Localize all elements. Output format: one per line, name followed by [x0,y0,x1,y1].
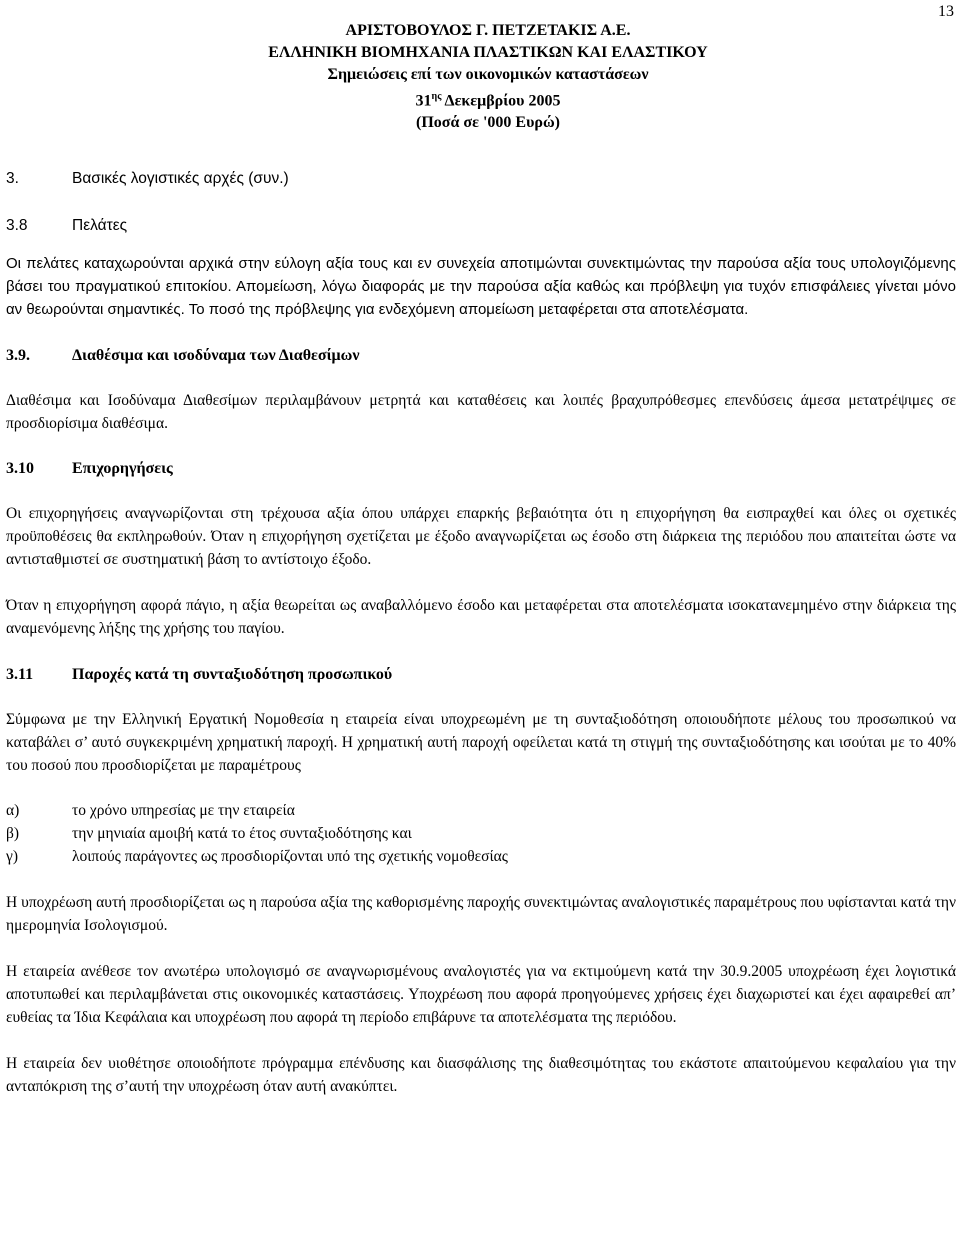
document-header [0,20,960,134]
section-3-8-number: 3.8 [6,217,28,234]
company-name: ΑΡΙΣΤΟΒΟΥΛΟΣ Γ. ΠΕΤΖΕΤΑΚΙΣ Α.Ε. [345,22,631,39]
page-number: 13 [938,3,954,20]
date-month-year: Δεκεμβρίου 2005 [441,92,561,110]
list-item [6,845,956,868]
list-marker: α) [6,802,20,819]
section-3-9-heading [6,344,956,367]
section-3-10-text-1: Οι επιχορηγήσεις αναγνωρίζονται στη τρέχουσα αξία όπου υπάρχει επαρκής βεβαιότητα ότι η επιχορήγηση θα εισπραχθεί και όλες οι σχετικές προϋποθέσεις θα εκπληρωθούν. Όταν η επιχορήγηση σχετίζεται με έξοδο αναγνωρίζεται ως έσοδο στη διάρκεια της περιόδου που απαιτείται ώστε να αντισταθμιστεί σε συστηματική βάση το αντίστοιχο έξοδο. [6,505,956,568]
section-3-11-list [6,799,956,868]
section-3-10-title: Επιχορηγήσεις [72,460,173,477]
section-3-8-title: Πελάτες [72,217,128,234]
document-body [6,167,956,1098]
section-3-11-text-2: Η υποχρέωση αυτή προσδιορίζεται ως η παρούσα αξία της καθορισμένης παροχής συνεκτιμώντας αναλογιστικές παραμέτρους που υφίστανται κατά την ημερομηνία Ισολογισμού. [6,894,956,934]
list-text: το χρόνο υπηρεσίας με την εταιρεία [72,802,295,819]
section-3-9-number: 3.9. [6,347,30,364]
section-3-9-title: Διαθέσιμα και ισοδύναμα των Διαθεσίμων [72,347,360,364]
notes-title: Σημειώσεις επί των οικονομικών καταστάσεων [327,66,649,83]
date-number: 31 [415,92,432,110]
list-item [6,822,956,845]
section-3-11-text-1: Σύμφωνα με την Ελληνική Εργατική Νομοθεσία η εταιρεία είναι υποχρεωμένη με τη συνταξιοδότηση οποιουδήποτε μέλους του προσωπικού να καταβάλει σ’ αυτό συγκεκριμένη χρηματική παροχή. Η χρηματική αυτή παροχή οφείλεται κατά τη στιγμή της συνταξιοδότησης και ισούται με το 40% του ποσού που προσδιορίζεται με παραμέτρους [6,711,956,774]
list-marker: β) [6,825,20,842]
list-text: λοιπούς παράγοντες ως προσδιορίζονται υπό της σχετικής νομοθεσίας [72,848,508,865]
list-item [6,799,956,822]
section-3-11-text-3: Η εταιρεία ανέθεσε τον ανωτέρω υπολογισμό σε αναγνωρισμένους αναλογιστές για να εκτιμούμενη κατά την 30.9.2005 υποχρέωση έχει λογιστικά αποτυπωθεί και περιλαμβάνεται στις οικονομικές καταστάσεις. Υποχρέωση που αφορά προηγούμενες χρήσεις έχει διαχωριστεί και έχει αφαιρεθεί απ’ ευθείας τα Ίδια Κεφάλαια και υποχρέωση που αφορά τη περίοδο επιβάρυνε τα αποτελέσματα της περιόδου. [6,963,956,1026]
section-3-number: 3. [6,170,19,187]
section-3-11-title: Παροχές κατά τη συνταξιοδότηση προσωπικού [72,666,393,683]
company-subtitle: ΕΛΛΗΝΙΚΗ ΒΙΟΜΗΧΑΝΙΑ ΠΛΑΣΤΙΚΩΝ ΚΑΙ ΕΛΑΣΤΙΚΟΥ [268,44,708,61]
section-3-11-heading [6,663,956,686]
section-3-10-text-2: Όταν η επιχορήγηση αφορά πάγιο, η αξία θεωρείται ως αναβαλλόμενο έσοδο και μεταφέρεται στα αποτελέσματα ισοκατανεμημένο στην διάρκεια της αναμενόμενης λήξης της χρήσης του παγίου. [6,597,956,637]
currency-note: (Ποσά σε '000 Ευρώ) [416,114,560,132]
section-3-11-number: 3.11 [6,666,34,683]
date-superscript: ης [431,91,442,102]
section-3-heading [6,167,956,190]
section-3-11-text-4: Η εταιρεία δεν υιοθέτησε οποιοδήποτε πρόγραμμα επένδυσης και διασφάλισης της διαθεσιμότητας του εκάστοτε απαιτούμενου κεφαλαίου για την ανταπόκριση της σ’αυτή την υποχρέωση όταν αυτή ανακύπτει. [6,1055,956,1095]
section-3-9-text: Διαθέσιμα και Ισοδύναμα Διαθεσίμων περιλαμβάνουν μετρητά και καταθέσεις και λοιπές βραχυπρόθεσμες επενδύσεις άμεσα μετατρέψιμες σε προσδιορίσιμα διαθέσιμα. [6,392,956,432]
section-3-10-heading [6,457,956,480]
section-3-title: Βασικές λογιστικές αρχές (συν.) [72,170,289,187]
list-text: την μηνιαία αμοιβή κατά το έτος συνταξιοδότησης και [72,825,412,842]
list-marker: γ) [6,848,19,865]
report-date [16,86,960,112]
section-3-8-text: Οι πελάτες καταχωρούνται αρχικά στην εύλογη αξία τους και εν συνεχεία αποτιμώνται συνεκτιμώντας την παρούσα αξία τους υπολογιζόμενης βάσει του πραγματικού επιτοκίου. Απομείωση, λόγω διαφοράς με την παρούσα αξία καθώς και πρόβλεψη για τυχόν επισφάλειες γίνεται μόνο αν θεωρούνται σημαντικές. Το ποσό της πρόβλεψης για ενδεχόμενη απομείωση μεταφέρεται στα αποτελέσματα. [6,255,956,318]
section-3-10-number: 3.10 [6,460,34,477]
section-3-8-heading [6,214,956,237]
